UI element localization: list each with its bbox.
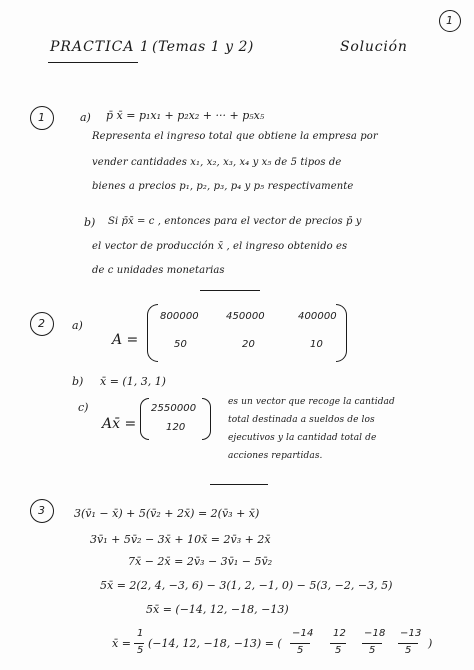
final-frac-3-den: 5	[369, 645, 376, 656]
final-frac-2-bar	[330, 643, 346, 644]
matrix-r1c1: 800000	[160, 311, 199, 322]
ex2-c-line-2: total destinada a sueldos de los	[228, 415, 375, 425]
ex1-a-label: a)	[80, 111, 91, 124]
exercise-1-number: 1	[38, 111, 45, 124]
matrix-r1c2: 450000	[226, 311, 265, 322]
exercise-2-number: 2	[38, 317, 45, 330]
ex3-line-5: 5x̄ = (−14, 12, −18, −13)	[146, 603, 289, 616]
matrix-r2c3: 10	[310, 339, 323, 350]
ex3-line-2: 3v̄₁ + 5v̄₂ − 3x̄ + 10x̄ = 2v̄₃ + 2x̄	[90, 533, 271, 546]
final-frac-den: 5	[137, 645, 144, 656]
final-frac-2-num: 12	[333, 628, 346, 639]
matrix-left-bracket	[147, 304, 158, 362]
matrix-r1c3: 400000	[298, 311, 337, 322]
ex1-b-label: b)	[84, 216, 96, 229]
final-frac-3-bar	[362, 643, 382, 644]
final-frac-2-den: 5	[335, 645, 342, 656]
practice-topics: (Temas 1 y 2)	[152, 39, 254, 55]
ex2-c-line-4: acciones repartidas.	[228, 451, 323, 461]
page-number: 1	[446, 14, 453, 27]
ax-vector-entry-1: 2550000	[151, 403, 197, 414]
matrix-right-bracket	[336, 304, 347, 362]
final-frac-1-den: 5	[297, 645, 304, 656]
ex1-a-line-1: Representa el ingreso total que obtiene la empresa por	[92, 131, 378, 142]
vector-right-bracket	[202, 398, 211, 440]
ex2-b-vector: x̄ = (1, 3, 1)	[100, 375, 166, 388]
ex3-line-3: 7x̄ − 2x̄ = 2v̄₃ − 3v̄₁ − 5v̄₂	[128, 555, 273, 568]
ax-vector-entry-2: 120	[166, 422, 186, 433]
final-frac-1-num: −14	[292, 628, 314, 639]
ex2-a-label: a)	[72, 319, 83, 332]
ex2-c-line-1: es un vector que recoge la cantidad	[228, 397, 395, 407]
ex2-c-label: c)	[78, 401, 89, 414]
ex2-c-lhs: Ax̄ =	[102, 416, 137, 432]
ex1-a-formula: p̄ x̄ = p₁x₁ + p₂x₂ + ··· + p₅x₅	[106, 109, 265, 122]
final-lhs: x̄ =	[112, 637, 131, 650]
final-close: )	[428, 637, 433, 650]
ex3-line-4: 5x̄ = 2(2, 4, −3, 6) − 3(1, 2, −1, 0) − 5(3, −2, −3, 5)	[100, 579, 393, 592]
vector-left-bracket	[140, 398, 149, 440]
final-frac-4-num: −13	[400, 628, 422, 639]
practice-title: PRACTICA 1	[50, 39, 150, 55]
matrix-r2c2: 20	[242, 339, 255, 350]
ex1-separator	[200, 290, 260, 291]
final-frac-bar	[134, 643, 144, 644]
final-frac-3-num: −18	[364, 628, 386, 639]
ex1-a-line-3: bienes a precios p₁, p₂, p₃, p₄ y p₅ respectivamente	[92, 181, 354, 192]
ex3-line-1: 3(v̄₁ − x̄) + 5(v̄₂ + 2x̄) = 2(v̄₃ + x̄)	[74, 507, 260, 520]
ex1-b-line-1: Si p̄x̄ = c , entonces para el vector de precios p̄ y	[108, 216, 362, 227]
final-frac-4-den: 5	[405, 645, 412, 656]
exercise-3-number: 3	[38, 504, 45, 517]
solution-heading: Solución	[340, 39, 408, 55]
title-underline	[48, 62, 138, 63]
ex1-a-line-2: vender cantidades x₁, x₂, x₃, x₄ y x₅ de 5 tipos de	[92, 157, 342, 168]
final-frac-4-bar	[398, 643, 418, 644]
matrix-r2c1: 50	[174, 339, 187, 350]
ex2-c-line-3: ejecutivos y la cantidad total de	[228, 433, 377, 443]
ex2-separator	[210, 484, 268, 485]
final-frac-1-bar	[290, 643, 310, 644]
final-frac-num: 1	[137, 628, 144, 639]
ex2-b-label: b)	[72, 375, 84, 388]
matrix-name: A =	[112, 332, 139, 348]
final-mid: (−14, 12, −18, −13) = (	[148, 637, 282, 650]
ex1-b-line-3: de c unidades monetarias	[92, 265, 225, 276]
ex1-b-line-2: el vector de producción x̄ , el ingreso obtenido es	[92, 241, 348, 252]
